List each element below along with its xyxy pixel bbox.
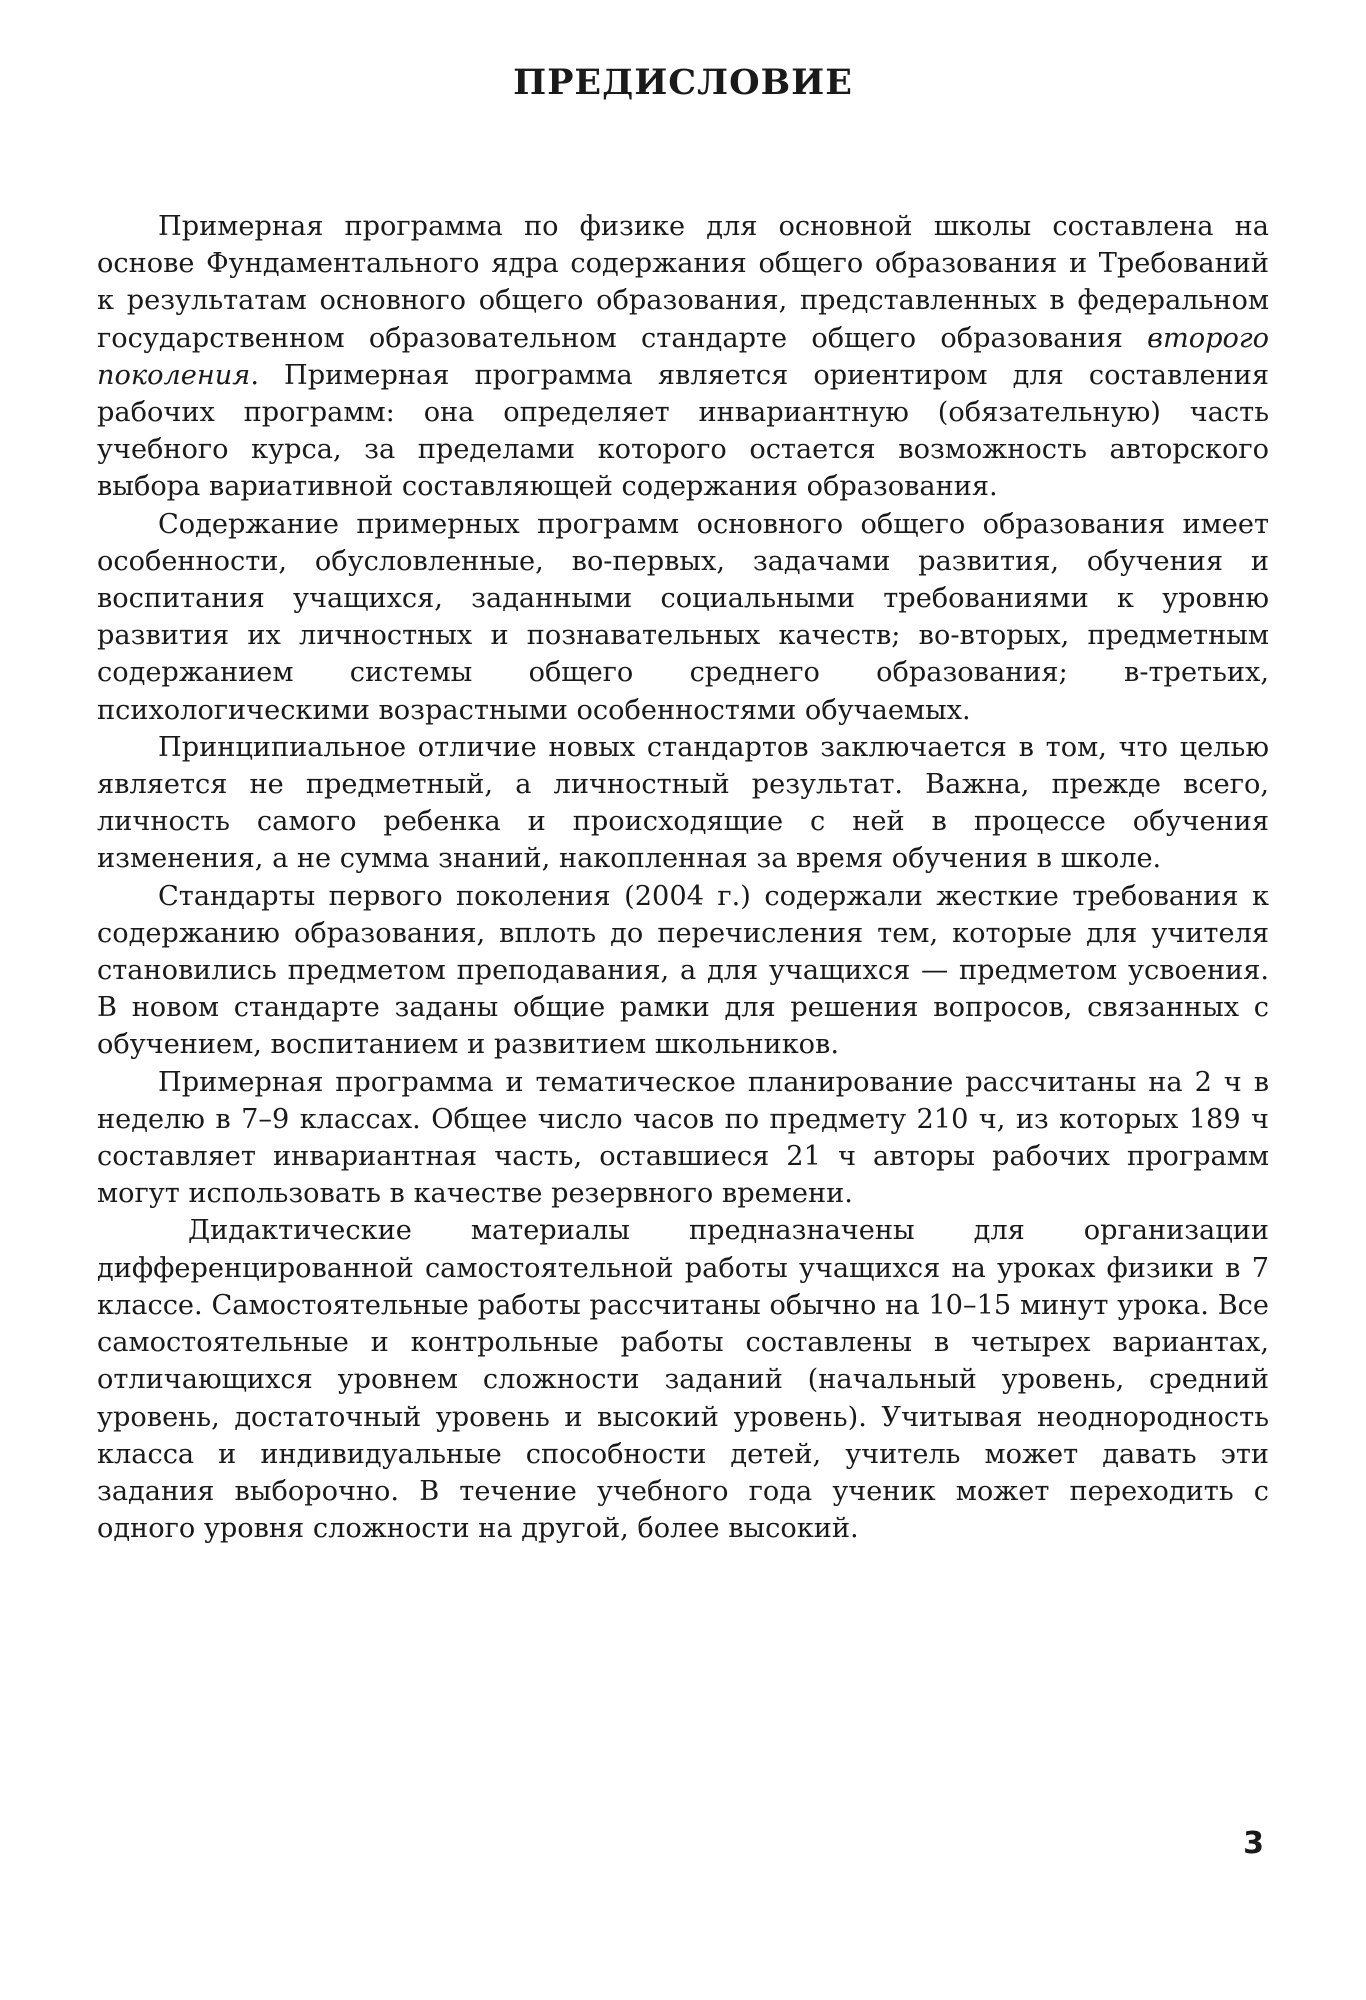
page-title: ПРЕДИСЛОВИЕ bbox=[513, 62, 853, 103]
paragraph-1-lead: Примерная программа по физике для основной школы составлена на основе Фундаментального ядра содержания общего образования и Требований к результатам основного общего образования, представленных в федеральном государственном образовательном стандарте общего образования bbox=[97, 211, 1269, 354]
paragraph-4: Стандарты первого поколения (2004 г.) содержали жесткие требования к содержанию образования, вплоть до перечисления тем, которые для учителя становились предметом преподавания, а для учащихся — предметом усвоения. В новом стандарте заданы общие рамки для решения вопросов, связанных с обучением, воспитанием и развитием школьников. bbox=[97, 880, 1269, 1061]
paragraph-3: Принципиальное отличие новых стандартов заключается в том, что целью является не предметный, а личностный результат. Важна, прежде всего, личность самого ребенка и происходящие с ней в процессе обучения изменения, а не сумма знаний, накопленная за время обучения в школе. bbox=[97, 731, 1269, 875]
paragraph-1-emphasis: второго поколения bbox=[97, 322, 1269, 391]
paragraph-2: Содержание примерных программ основного общего образования имеет особенности, обусловленные, во-первых, задачами развития, обучения и воспитания учащихся, заданными социальными требованиями к уровню развития их личностных и познавательных качеств; во-вторых, предметным содержанием системы общего среднего образования; в-третьих, психологическими возрастными особенностями обучаемых. bbox=[97, 508, 1269, 726]
preface-body bbox=[97, 208, 1269, 1547]
paragraph-1-tail: . Примерная программа является ориентиром для составления рабочих программ: она определяет инвариантную (обязательную) часть учебного курса, за пределами которого остается возможность авторского выбора вариативной составляющей содержания образования. bbox=[97, 359, 1269, 503]
paragraph-5: Примерная программа и тематическое планирование рассчитаны на 2 ч в неделю в 7–9 классах. Общее число часов по предмету 210 ч, из которых 189 ч составляет инвариантная часть, оставшиеся 21 ч авторы рабочих программ могут использовать в качестве резервного времени. bbox=[97, 1066, 1269, 1210]
page-number: 3 bbox=[1243, 1826, 1264, 1861]
paragraph-1 bbox=[97, 208, 1269, 506]
paragraph-6: Дидактические материалы предназначены для организации дифференцированной самостоятельной работы учащихся на уроках физики в 7 классе. Самостоятельные работы рассчитаны обычно на 10–15 минут урока. Все самостоятельные и контрольные работы составлены в четырех вариантах, отличающихся уровнем сложности заданий (начальный уровень, средний уровень, достаточный уровень и высокий уровень). Учитывая неоднородность класса и индивидуальные способности детей, учитель может давать эти задания выборочно. В течение учебного года ученик может переходить с одного уровня сложности на другой, более высокий. bbox=[97, 1215, 1269, 1545]
